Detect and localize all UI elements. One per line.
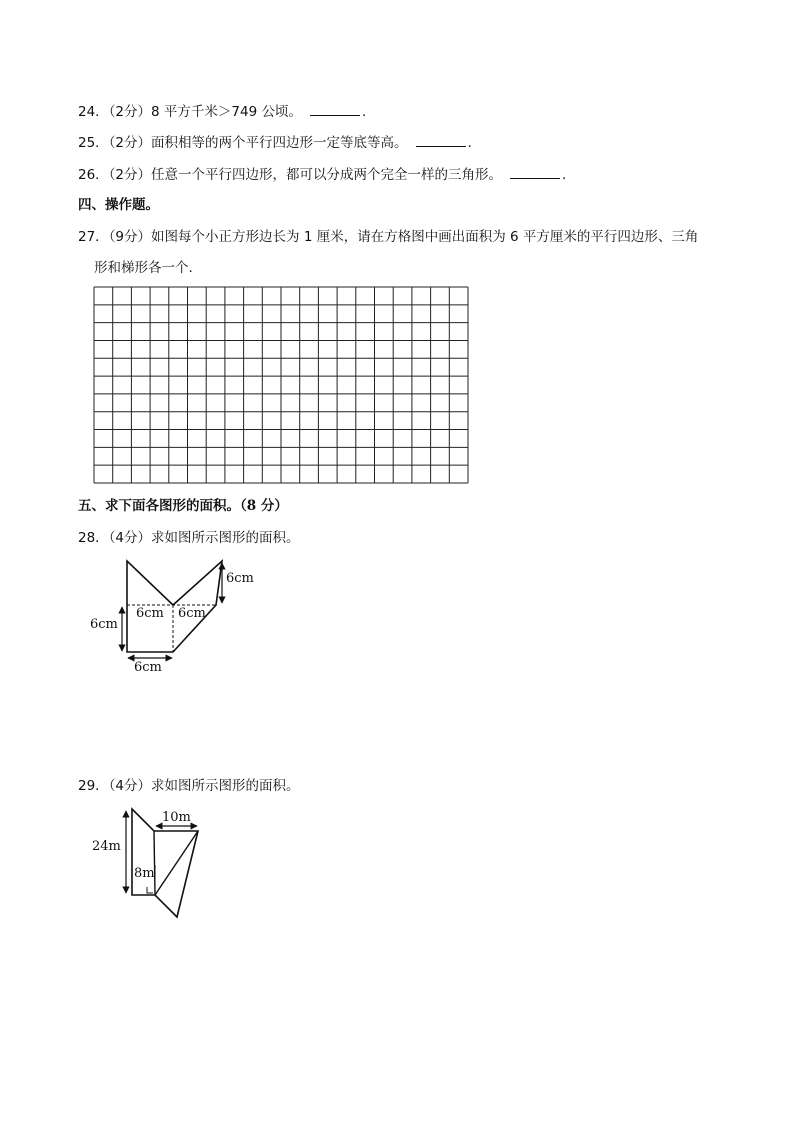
label-bottom: 6cm — [134, 660, 162, 673]
question-end: . — [361, 104, 367, 120]
diagonal-2 — [155, 831, 198, 895]
label-left: 24m — [92, 839, 121, 854]
label-inner-left: 6cm — [136, 606, 164, 621]
question-number: 26． — [78, 167, 109, 183]
question-number: 27． — [78, 229, 109, 245]
question-score: （2分） — [108, 135, 152, 151]
question-text: 面积相等的两个平行四边形一定等底等高。 — [151, 135, 408, 151]
question-score: （4分） — [108, 530, 152, 546]
question-number: 29． — [78, 778, 109, 794]
question-text-line1: 如图每个小正方形边长为 1 厘米，请在方格图中画出面积为 6 平方厘米的平行四边形、三角 — [151, 229, 699, 245]
question-score: （9分） — [108, 229, 152, 245]
question-24 — [78, 101, 366, 122]
grid-svg[interactable] — [93, 286, 469, 484]
question-27-line2: 形和梯形各一个. — [94, 260, 193, 276]
question-end: . — [562, 167, 567, 183]
question-number: 25． — [78, 135, 109, 151]
section-4-heading: 四、操作题。 — [78, 197, 159, 213]
figure-28 — [90, 555, 255, 677]
question-score: （4分） — [108, 778, 152, 794]
shape-outline — [132, 809, 198, 917]
figure-29-svg — [92, 805, 204, 925]
question-score: （2分） — [108, 104, 152, 120]
answer-blank[interactable] — [416, 132, 466, 147]
square-grid[interactable] — [93, 286, 469, 488]
label-top: 10m — [162, 810, 191, 825]
answer-blank[interactable] — [310, 101, 360, 116]
label-height: 8m — [134, 866, 155, 881]
question-28 — [78, 528, 300, 548]
figure-29 — [92, 805, 204, 929]
question-27 — [78, 227, 698, 247]
question-score: （2分） — [108, 167, 152, 183]
figure-28-svg — [90, 555, 255, 673]
answer-blank[interactable] — [510, 164, 560, 179]
question-number: 24． — [78, 104, 109, 120]
right-angle-mark — [147, 887, 153, 893]
question-text: 求如图所示图形的面积。 — [151, 778, 300, 794]
question-number: 28． — [78, 530, 109, 546]
section-5-heading: 五、求下面各图形的面积。（8 分） — [78, 498, 288, 514]
label-top-right: 6cm — [226, 571, 254, 586]
question-25 — [78, 132, 472, 153]
question-26 — [78, 164, 566, 185]
question-text: 任意一个平行四边形，都可以分成两个完全一样的三角形。 — [151, 167, 503, 183]
question-end: . — [467, 135, 472, 151]
question-text: 求如图所示图形的面积。 — [151, 530, 300, 546]
question-29 — [78, 776, 300, 796]
label-left: 6cm — [90, 617, 118, 632]
question-text: 8 平方千米＞749 公顷。 — [151, 104, 302, 120]
label-inner-right: 6cm — [178, 606, 206, 621]
